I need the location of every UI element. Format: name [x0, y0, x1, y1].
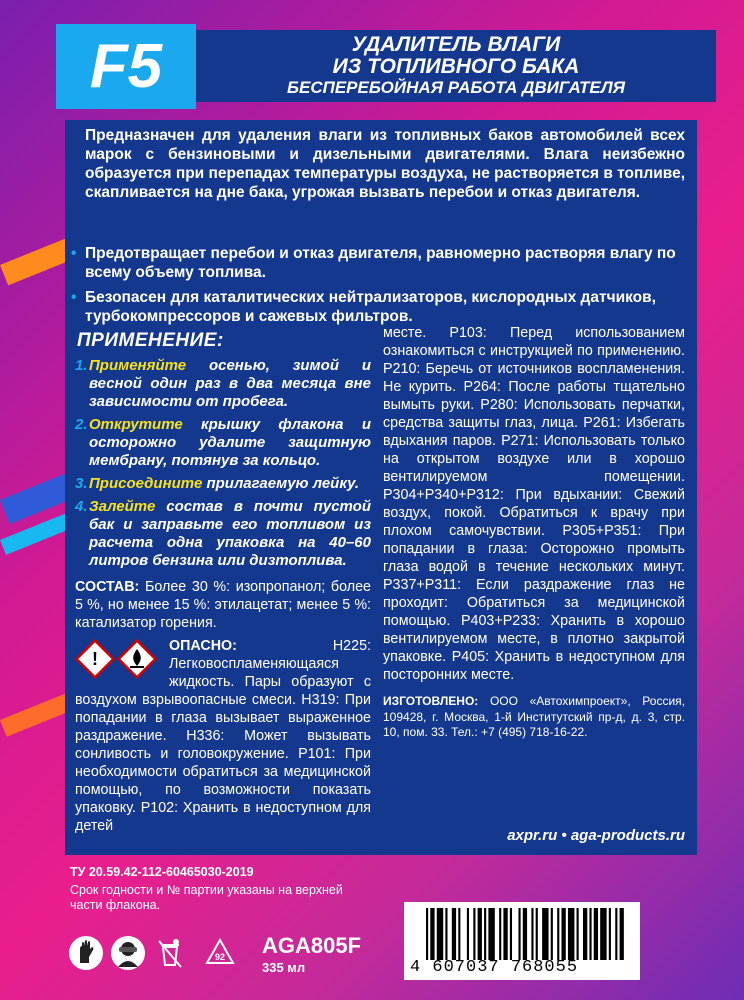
ghs-pictograms-icon — [75, 639, 163, 679]
barcode-bar — [561, 908, 565, 960]
barcode-bar — [426, 908, 428, 960]
barcode-bar — [478, 908, 482, 960]
barcode-bar — [510, 908, 512, 960]
barcode-bar — [557, 908, 559, 960]
bullet-dot-icon: • — [71, 289, 77, 306]
barcode-bar — [452, 908, 456, 960]
title-box — [196, 30, 716, 102]
barcode-bar — [499, 908, 501, 960]
intro-text: Предназначен для удаления влаги из топливных баков автомобилей всех марок с бензиновыми и дизельными двигателями. Влага неизбежно образуется при перепадах температуры воздуха, не растворяется в топливе, скапливается на дне бака, угрожая вызвать перебои и отказ двигателя. — [85, 127, 686, 201]
barcode-bar — [577, 908, 579, 960]
recycle-icon — [202, 935, 238, 971]
barcode-bar — [620, 908, 624, 960]
barcode-bar — [430, 908, 434, 960]
usage-step: 4. Залейте состав в почти пустой бак и заправьте его топливом из расчета одна упаковка на 40–60 литров бензина или дизтоплива. — [75, 498, 371, 569]
bullet-dot-icon: • — [71, 245, 77, 262]
shelf-life-note: Срок годности и № партии указаны на верхней части флакона. — [70, 883, 343, 912]
website-links[interactable]: axpr.ru • aga-products.ru — [507, 827, 685, 844]
barcode-bar — [568, 908, 574, 960]
composition: СОСТАВ: Более 30 %: изопропанол; более 5 %, но менее 15 %: этилацетат; менее 5 %: катализатор горения. — [75, 579, 371, 631]
barcode-bar — [531, 908, 533, 960]
manufacturer: ИЗГОТОВЛЕНО: ООО «Автохимпроект», Россия, 109428, г. Москва, 1-й Институтский пр-д, д. 3, стр. 10, пом. 33. Тел.: +7 (495) 718-16-22. — [383, 694, 685, 739]
usage-step: 2. Открутите крышку флакона и осторожно удалите защитную мембрану, потянув за кольцо. — [75, 416, 371, 469]
usage-step: 3. Присоедините прилагаемую лейку. — [75, 475, 360, 492]
svg-text:!: ! — [92, 649, 98, 669]
no-trash-icon — [152, 935, 188, 971]
barcode-bar — [518, 908, 520, 960]
title-line-2: ИЗ ТОПЛИВНОГО БАКА — [332, 55, 580, 78]
barcode-bar — [609, 908, 611, 960]
recycle-code: 92 — [214, 952, 226, 962]
header — [56, 24, 696, 109]
hazard-statement: ! ОПАСНО: H225: Легковоспламеняющаяся жидкость. Пары образуют с воздухом взрывоопасные смеси. H319: При попадании в глаза вызывает выраженное раздражение. H336: Может вызывать сонливость и головокружение. P101: При необходимости обратиться за медицинской помощью, по возможности показать упаковку. P102: Хранить в недоступном для детей — [75, 638, 371, 834]
barcode-bars-icon — [426, 908, 626, 960]
usage-column — [75, 330, 371, 835]
subtitle: БЕСПЕРЕБОЙНАЯ РАБОТА ДВИГАТЕЛЯ — [286, 78, 626, 97]
goggles-icon — [110, 935, 146, 971]
usage-heading: ПРИМЕНЕНИЕ: — [77, 330, 224, 351]
brand-logo: F5 — [56, 24, 196, 109]
barcode-bar — [615, 908, 617, 960]
barcode — [404, 902, 640, 980]
barcode-bar — [445, 908, 447, 960]
precautions-text: месте. P103: Перед использованием ознакомиться с инструкцией по применению. P210: Беречь от источников воспламенения. Не курить. P264: После работы тщательно вымыть руки. P280: Использовать перчатки, средства защиты глаз, лица. P261: Избегать вдыхания паров. P271: Использовать только на открытом воздухе или в хорошо вентилируемом помещении. P304+P340+P312: При вдыхании: Свежий воздух, покой. Обратиться к врачу при плохом самочувствии. P305+P351: При попадании в глаза: Осторожно промыть глаза водой в течение нескольких минут. P337+P311: Если раздражение глаз не проходит: Обратиться за медицинской помощью. P403+P233: Хранить в хорошо вентилируемом месте, в плотно закрытой упаковке. P405: Хранить в недоступном для посторонних месте. — [383, 325, 685, 683]
barcode-bar — [473, 908, 475, 960]
product-code: AGA805F — [262, 933, 362, 958]
barcode-number: 4 607037 768055 — [410, 958, 579, 977]
info-panel — [65, 120, 697, 855]
barcode-bar — [458, 908, 460, 960]
bullet-1: • Предотвращает перебои и отказ двигателя, равномерно растворяя влагу по всему объему топлива. — [71, 245, 676, 281]
barcode-bar — [600, 908, 606, 960]
gloves-icon — [68, 935, 104, 971]
barcode-bar — [437, 908, 443, 960]
volume: 335 мл — [262, 960, 306, 975]
barcode-bar — [594, 908, 598, 960]
barcode-bar — [542, 908, 548, 960]
barcode-bar — [536, 908, 538, 960]
usage-step: 1. Применяйте осенью, зимой и весной один раз в два месяца вне зависимости от пробега. — [75, 357, 371, 410]
barcode-bar — [589, 908, 591, 960]
bullet-2: • Безопасен для каталитических нейтрализаторов, кислородных датчиков, турбокомпрессоров и сажевых фильтров. — [71, 289, 656, 325]
barcode-bar — [503, 908, 507, 960]
tech-spec: ТУ 20.59.42-112-60465030-2019 — [70, 865, 254, 879]
barcode-bar — [488, 908, 494, 960]
title-line-1: УДАЛИТЕЛЬ ВЛАГИ — [351, 33, 561, 56]
barcode-bar — [583, 908, 587, 960]
precautions-column — [383, 324, 685, 741]
barcode-bar — [551, 908, 553, 960]
barcode-bar — [523, 908, 527, 960]
barcode-bar — [467, 908, 469, 960]
barcode-bar — [484, 908, 486, 960]
